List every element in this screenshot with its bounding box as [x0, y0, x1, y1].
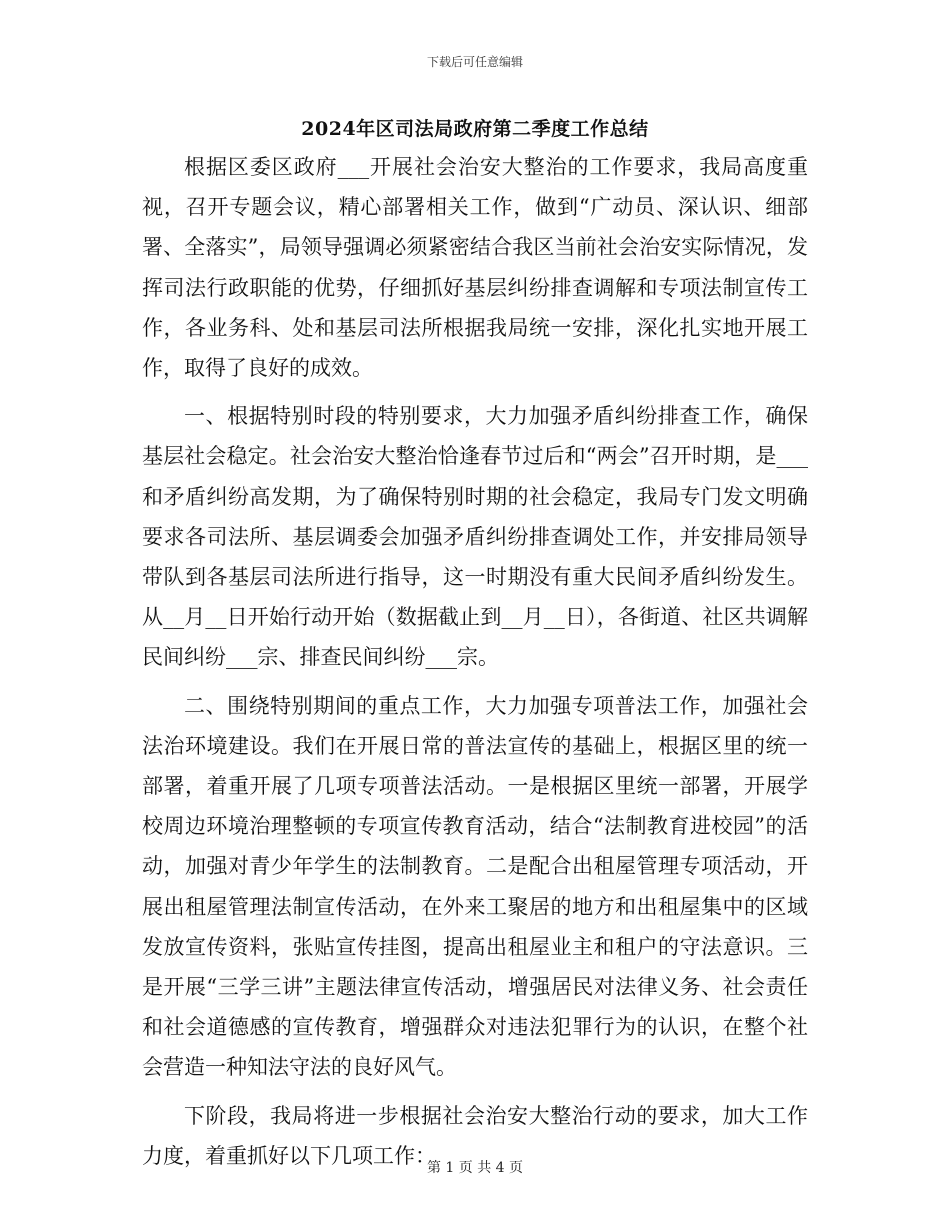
paragraph-intro: 根据区委区政府___开展社会治安大整治的工作要求，我局高度重视，召开专题会议，精心部署相关工作，做到“广动员、深认识、细部署、全落实”，局领导强调必须紧密结合我区当前社会治安实际情况，发挥司法行政职能的优势，仔细抓好基层纠纷排查调解和专项法制宣传工作，各业务科、处和基层司法所根据我局统一安排，深化扎实地开展工作，取得了良好的成效。	[142, 155, 808, 381]
document-body	[142, 147, 808, 1184]
header-note: 下载后可任意编辑	[426, 55, 523, 69]
paragraph-next-stage: 下阶段，我局将进一步根据社会治安大整治行动的要求，加大工作力度，着重抓好以下几项工作：	[142, 1103, 808, 1168]
page-number: 第 1 页 共 4 页	[426, 1160, 524, 1176]
document-title: 2024年区司法局政府第二季度工作总结	[301, 118, 649, 140]
paragraph-section-2: 二、围绕特别期间的重点工作，大力加强专项普法工作，加强社会法治环境建设。我们在开展日常的普法宣传的基础上，根据区里的统一部署，着重开展了几项专项普法活动。一是根据区里统一部署，开展学校周边环境治理整顿的专项宣传教育活动，结合“法制教育进校园”的活动，加强对青少年学生的法制教育。二是配合出租屋管理专项活动，开展出租屋管理法制宣传活动，在外来工聚居的地方和出租屋集中的区域发放宣传资料，张贴宣传挂图，提高出租屋业主和租户的守法意识。三是开展“三学三讲”主题法律宣传活动，增强居民对法律义务、社会责任和社会道德感的宣传教育，增强群众对违法犯罪行为的认识，在整个社会营造一种知法守法的良好风气。	[142, 693, 808, 1080]
paragraph-section-1: 一、根据特别时段的特别要求，大力加强矛盾纠纷排查工作，确保基层社会稳定。社会治安大整治恰逢春节过后和“两会”召开时期，是___和矛盾纠纷高发期，为了确保特别时期的社会稳定，我局专门发文明确要求各司法所、基层调委会加强矛盾纠纷排查调处工作，并安排局领导带队到各基层司法所进行指导，这一时期没有重大民间矛盾纠纷发生。从__月__日开始行动开始（数据截止到__月__日），各街道、社区共调解民间纠纷___宗、排查民间纠纷___宗。	[142, 404, 808, 670]
